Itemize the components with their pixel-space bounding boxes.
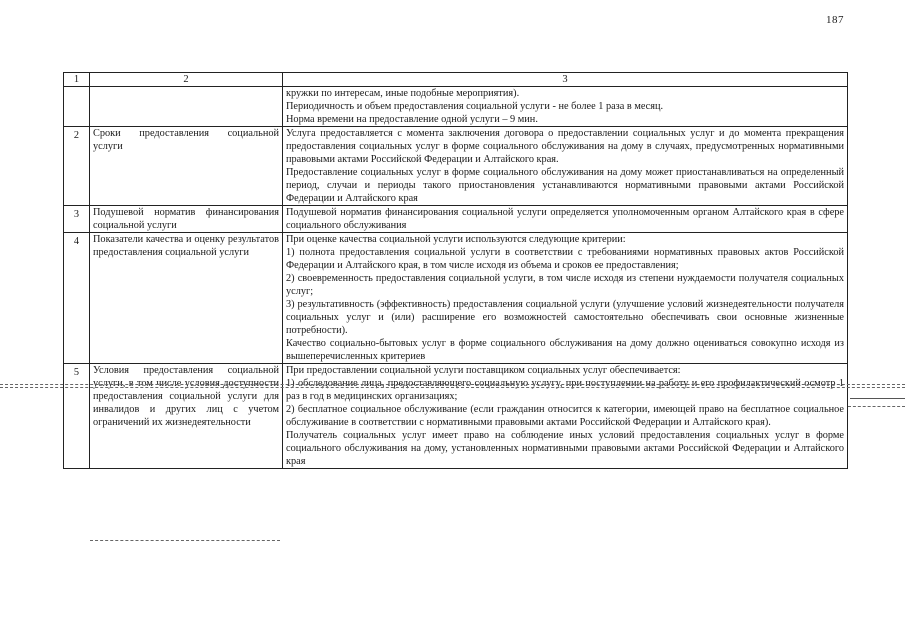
content-paragraph: 1) полнота предоставления социальной услуги в соответствии с требованиями нормативных правовых актов Российской Федерации и Алтайского края, в том числе исходя из объема и сроков ее предоставления; — [286, 247, 844, 271]
content-paragraph: Предоставление социальных услуг в форме социального обслуживания на дому может приостанавливаться на определенный период, случаи и периоды такого приостановления устанавливаются нормативными правовыми актами Российской Федерации и Алтайского края — [286, 167, 844, 204]
table-row — [64, 233, 848, 364]
content-paragraph: Качество социально-бытовых услуг в форме социального обслуживания на дому должно оцениваться совокупно исходя из вышеперечисленных критериев — [286, 338, 844, 362]
scan-artifact-line — [850, 398, 905, 399]
row-number: 3 — [64, 206, 90, 233]
row-name: Подушевой норматив финансирования социальной услуги — [90, 206, 283, 233]
content-paragraph: кружки по интересам, иные подобные мероприятия). — [286, 88, 520, 99]
content-paragraph: Периодичность и объем предоставления социальной услуги - не более 1 раза в месяц. — [286, 101, 664, 112]
header-col-1: 1 — [64, 73, 90, 87]
row-content — [283, 364, 848, 469]
content-paragraph: 2) бесплатное социальное обслуживание (если гражданин относится к категории, имеющей право на бесплатное социальное обслуживание в соответствии с нормативными правовыми актами Российской Федерации и Алтайского края). — [286, 404, 844, 428]
table-row — [64, 364, 848, 469]
content-paragraph: 2) своевременность предоставления социальной услуги, в том числе исходя из степени нуждаемости получателя социальных услуг; — [286, 273, 844, 297]
content-paragraph: При предоставлении социальной услуги поставщиком социальных услуг обеспечивается: — [286, 365, 681, 376]
row-number — [64, 87, 90, 127]
header-col-2: 2 — [90, 73, 283, 87]
row-number: 5 — [64, 364, 90, 469]
row-content — [283, 127, 848, 206]
scan-artifact-line — [0, 387, 905, 388]
row-content — [283, 87, 848, 127]
content-paragraph: Получатель социальных услуг имеет право на соблюдение иных условий предоставления социальных услуг в форме социального обслуживания на дому, установленных нормативными правовыми актами Российской Федерации и Алтайского края — [286, 430, 844, 467]
table-row — [64, 87, 848, 127]
scan-artifact-line — [0, 384, 905, 385]
row-content — [283, 233, 848, 364]
row-name: Показатели качества и оценку результатов предоставления социальной услуги — [90, 233, 283, 364]
row-number: 4 — [64, 233, 90, 364]
content-paragraph: Подушевой норматив финансирования социальной услуги определяется уполномоченным органом Алтайского края в сфере социального обслуживания — [286, 207, 844, 231]
row-number: 2 — [64, 127, 90, 206]
scan-artifact-line — [90, 540, 280, 541]
header-col-3: 3 — [283, 73, 848, 87]
services-table — [63, 72, 848, 469]
row-name: Сроки предоставления социальной услуги — [90, 127, 283, 206]
table-header-row — [64, 73, 848, 87]
table-row — [64, 206, 848, 233]
content-paragraph: Норма времени на предоставление одной услуги – 9 мин. — [286, 114, 538, 125]
row-content — [283, 206, 848, 233]
content-paragraph: 1) обследование лица, предоставляющего социальную услугу, при поступлении на работу и его профилактический осмотр 1 раз в год в медицинских организациях; — [286, 378, 844, 402]
row-name: Условия предоставления социальной услуги, в том числе условия доступности предоставления социальной услуги для инвалидов и других лиц с учетом ограничений их жизнедеятельности — [90, 364, 283, 469]
page-number: 187 — [826, 14, 844, 26]
content-paragraph: Услуга предоставляется с момента заключения договора о предоставлении социальных услуг и до момента прекращения предоставления социальных услуг в форме социального обслуживания на дому в случаях, предусмотренных нормативными правовыми актами Российской Федерации и Алтайского края. — [286, 128, 844, 165]
scan-artifact-line — [848, 406, 905, 407]
content-paragraph: При оценке качества социальной услуги используются следующие критерии: — [286, 234, 626, 245]
row-name — [90, 87, 283, 127]
content-paragraph: 3) результативность (эффективность) предоставления социальной услуги (улучшение условий жизнедеятельности получателя социальных услуг и (или) расширение его возможностей самостоятельно обеспечивать свои основные жизненные потребности). — [286, 299, 844, 336]
table-row — [64, 127, 848, 206]
